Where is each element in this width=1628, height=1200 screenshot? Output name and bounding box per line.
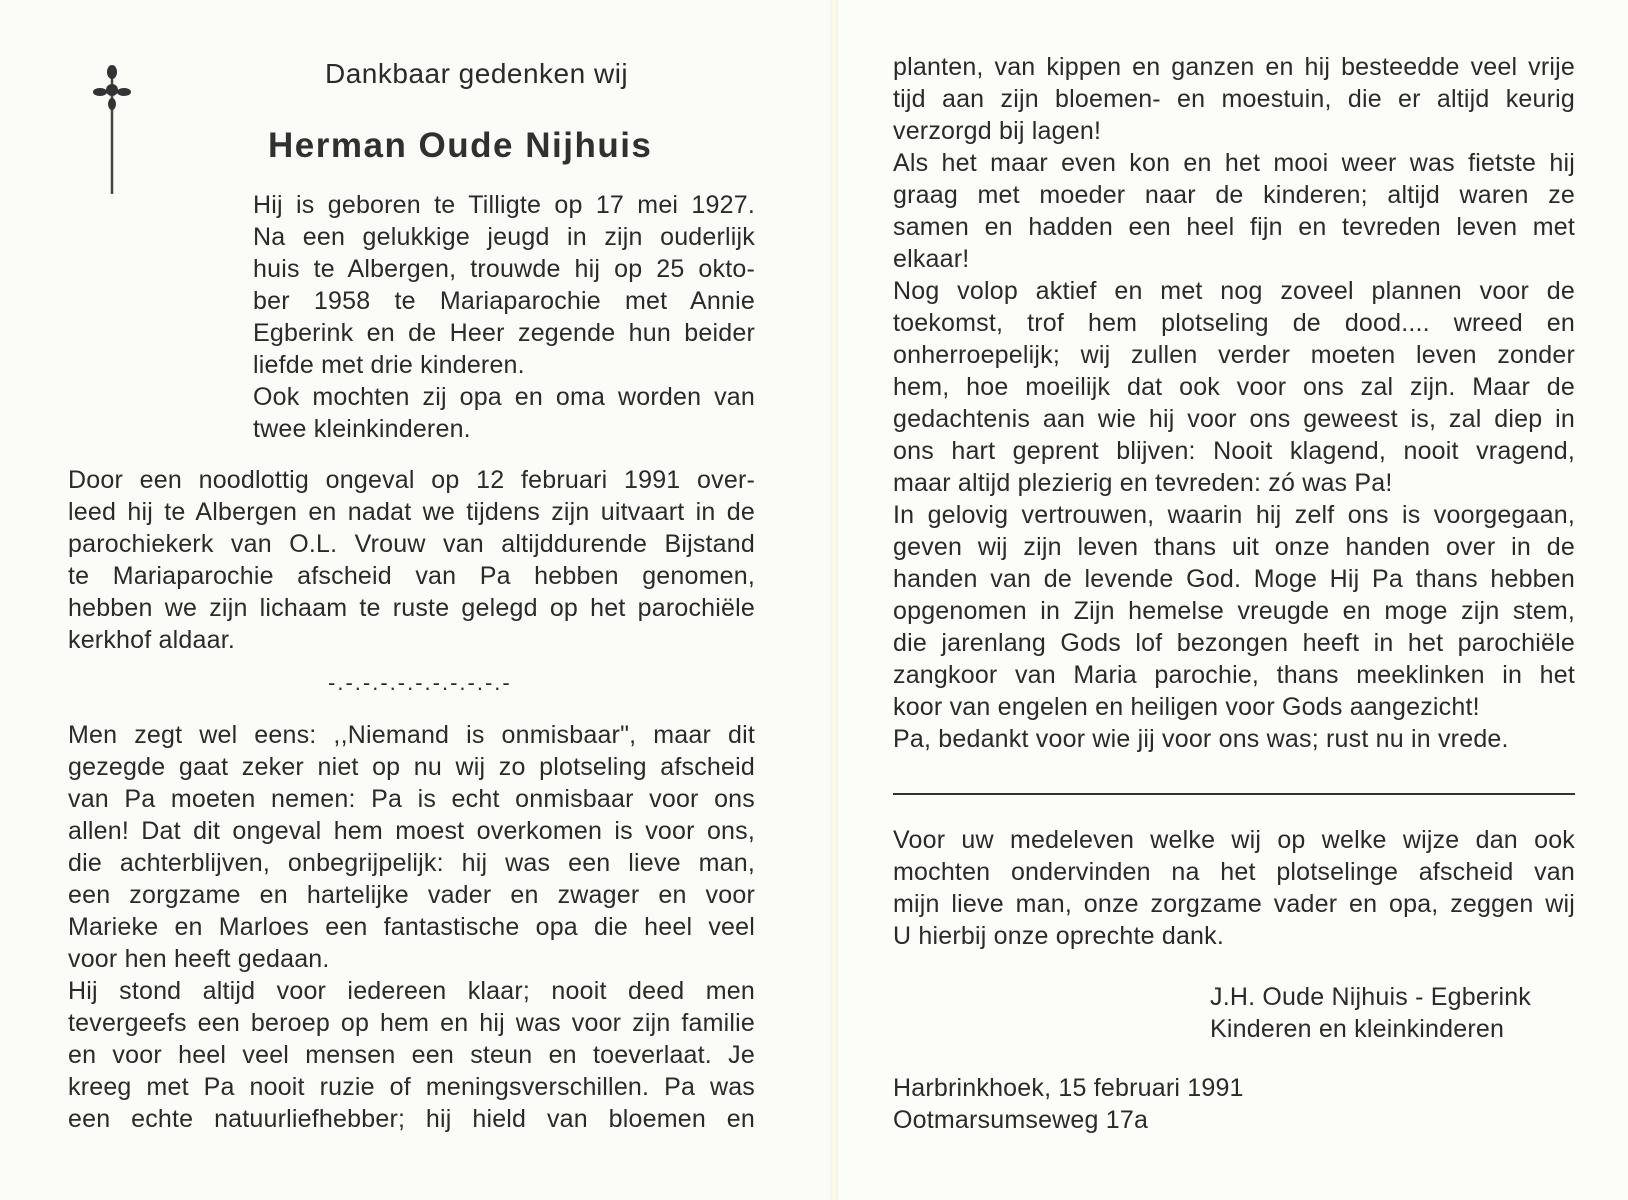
divider-line — [893, 793, 1575, 795]
text-line: verzorgd bij lagen! — [893, 117, 1102, 145]
text-line: samen en hadden een heel fijn en tevreden leven met — [893, 213, 1575, 241]
text-line: die achterblijven, onbegrijpelijk: hij was een lieve man, — [68, 849, 755, 877]
text-line: ons hart geprent blijven: Nooit klagend, nooit vragend, — [893, 437, 1575, 465]
text-line: opgenomen in Zijn hemelse vreugde en moge zijn stem, — [893, 597, 1575, 625]
text-line: Men zegt wel eens: ,,Niemand is onmisbaar", maar dit — [68, 721, 755, 749]
text-line: allen! Dat dit ongeval hem moest overkomen is voor ons, — [68, 817, 755, 845]
address: Ootmarsumseweg 17a — [893, 1106, 1149, 1134]
signature-name: J.H. Oude Nijhuis - Egberink — [1210, 983, 1532, 1011]
heading: Dankbaar gedenken wij — [325, 58, 629, 89]
text-line: Hij stond altijd voor iedereen klaar; nooit deed men — [68, 977, 755, 1005]
text-line: gedachtenis aan wie hij voor ons geweest is, zal diep in — [893, 405, 1575, 433]
page-fold — [830, 0, 838, 1200]
text-line: een zorgzame en hartelijke vader en zwager en voor — [68, 881, 755, 909]
text-line: Nog volop aktief en met nog zoveel plannen voor de — [893, 277, 1575, 305]
text-line: leed hij te Albergen en nadat we tijdens zijn uitvaart in de — [68, 498, 755, 526]
text-line: die jarenlang Gods lof bezongen heeft in het parochiële — [893, 629, 1575, 657]
text-line: gezegde gaat zeker niet op nu wij zo plotseling afscheid — [68, 753, 755, 781]
text-line: Hij is geboren te Tilligte op 17 mei 1927. — [253, 191, 755, 219]
text-line: Voor uw medeleven welke wij op welke wijze dan ook — [893, 826, 1575, 854]
text-line: tevergeefs een beroep op hem en hij was voor zijn familie — [68, 1009, 755, 1037]
text-line: Marieke en Marloes een fantastische opa die heel veel — [68, 913, 755, 941]
text-line: zangkoor van Maria parochie, thans meeklinken in het — [893, 661, 1575, 689]
place-date: Harbrinkhoek, 15 februari 1991 — [893, 1074, 1244, 1102]
separator: -.-.-.-.-.-.-.-.-.-.- — [328, 670, 512, 695]
signature-family: Kinderen en kleinkinderen — [1210, 1015, 1505, 1043]
text-line: huis te Albergen, trouwde hij op 25 okto- — [253, 255, 755, 283]
text-line: koor van engelen en heiligen voor Gods aangezicht! — [893, 693, 1480, 721]
text-line: twee kleinkinderen. — [253, 415, 471, 443]
text-line: Pa, bedankt voor wie jij voor ons was; rust nu in vrede. — [893, 725, 1509, 753]
text-line: hebben we zijn lichaam te ruste gelegd op het parochiële — [68, 594, 755, 622]
text-line: Na een gelukkige jeugd in zijn ouderlijk — [253, 223, 755, 251]
text-line: geven wij zijn leven thans uit onze handen over in de — [893, 533, 1575, 561]
text-line: hem, hoe moeilijk dat ook voor ons zal zijn. Maar de — [893, 373, 1575, 401]
deceased-name: Herman Oude Nijhuis — [268, 126, 653, 165]
text-line: onherroepelijk; wij zullen verder moeten leven zonder — [893, 341, 1575, 369]
text-line: planten, van kippen en ganzen en hij besteedde veel vrije — [893, 53, 1575, 81]
text-line: elkaar! — [893, 245, 970, 273]
cross-icon — [92, 62, 132, 197]
text-line: U hierbij onze oprechte dank. — [893, 922, 1224, 950]
text-line: Als het maar even kon en het mooi weer was fietste hij — [893, 149, 1575, 177]
text-line: mochten ondervinden na het plotselinge afscheid van — [893, 858, 1575, 886]
text-line: een echte natuurliefhebber; hij hield van bloemen en — [68, 1105, 755, 1133]
text-line: maar altijd plezierig en tevreden: zó was Pa! — [893, 469, 1393, 497]
text-line: parochiekerk van O.L. Vrouw van altijddurende Bijstand — [68, 530, 755, 558]
text-line: kreeg met Pa nooit ruzie of meningsverschillen. Pa was — [68, 1073, 755, 1101]
text-line: graag met moeder naar de kinderen; altijd waren ze — [893, 181, 1575, 209]
text-line: te Mariaparochie afscheid van Pa hebben genomen, — [68, 562, 755, 590]
text-line: tijd aan zijn bloemen- en moestuin, die er altijd keurig — [893, 85, 1575, 113]
text-line: van Pa moeten nemen: Pa is echt onmisbaar voor ons — [68, 785, 755, 813]
text-line: toekomst, trof hem plotseling de dood.... wreed en — [893, 309, 1575, 337]
text-line: liefde met drie kinderen. — [253, 351, 525, 379]
text-line: ber 1958 te Mariaparochie met Annie — [253, 287, 755, 315]
text-line: Door een noodlottig ongeval op 12 februari 1991 over- — [68, 466, 755, 494]
text-line: Egberink en de Heer zegende hun beider — [253, 319, 755, 347]
text-line: Ook mochten zij opa en oma worden van — [253, 383, 755, 411]
text-line: mijn lieve man, onze zorgzame vader en opa, zeggen wij — [893, 890, 1575, 918]
text-line: In gelovig vertrouwen, waarin hij zelf ons is voorgegaan, — [893, 501, 1575, 529]
text-line: voor hen heeft gedaan. — [68, 945, 330, 973]
text-line: handen van de levende God. Moge Hij Pa thans hebben — [893, 565, 1575, 593]
text-line: en voor heel veel mensen een steun en toeverlaat. Je — [68, 1041, 755, 1069]
text-line: kerkhof aldaar. — [68, 626, 235, 654]
